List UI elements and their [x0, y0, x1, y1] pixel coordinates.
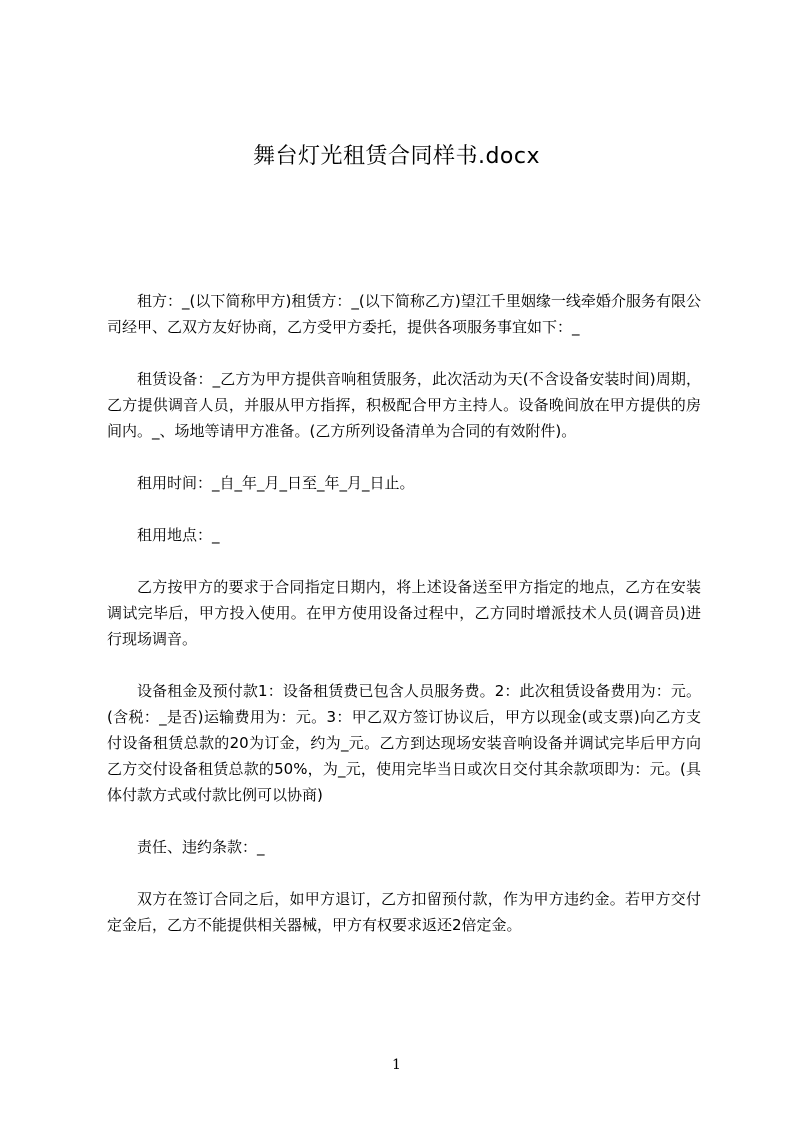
- paragraph-liability: 责任、违约条款：_: [137, 838, 265, 856]
- paragraph-rental-time: 租用时间：_自_年_月_日至_年_月_日止。: [137, 474, 415, 492]
- paragraph-rental-location: 租用地点：_: [137, 526, 220, 544]
- page-number: 1: [392, 1057, 401, 1073]
- paragraph-breach: 双方在签订合同之后，如甲方退订，乙方扣留预付款，作为甲方违约金。若甲方交付定金后，乙方不能提供相关器械，甲方有权要求返还2倍定金。: [107, 890, 701, 934]
- paragraph-delivery: 乙方按甲方的要求于合同指定日期内，将上述设备送至甲方指定的地点，乙方在安装调试完毕后，甲方投入使用。在甲方使用设备过程中，乙方同时增派技术人员(调音员)进行现场调音。: [107, 578, 701, 648]
- paragraph-equipment: 租赁设备：_乙方为甲方提供音响租赁服务，此次活动为天(不含设备安装时间)周期，乙方提供调音人员，并服从甲方指挥，积极配合甲方主持人。设备晚间放在甲方提供的房间内。_、场地等请甲方准备。(乙方所列设备清单为合同的有效附件)。: [107, 370, 701, 440]
- paragraph-payment: 设备租金及预付款1：设备租赁费已包含人员服务费。2：此次租赁设备费用为：元。(含税：_是否)运输费用为：元。3：甲乙双方签订协议后，甲方以现金(或支票)向乙方支付设备租赁总款的20为订金，约为_元。乙方到达现场安装音响设备并调试完毕后甲方向乙方交付设备租赁总款的50%，为_元，使用完毕当日或次日交付其余款项即为：元。(具体付款方式或付款比例可以协商): [107, 682, 701, 804]
- paragraph-parties: 租方：_(以下简称甲方)租赁方：_(以下简称乙方)望江千里姻缘一线牵婚介服务有限公司经甲、乙双方友好协商，乙方受甲方委托，提供各项服务事宜如下：_: [107, 292, 701, 336]
- document-body: [107, 288, 701, 964]
- document-title: 舞台灯光租赁合同样书.docx: [252, 144, 541, 169]
